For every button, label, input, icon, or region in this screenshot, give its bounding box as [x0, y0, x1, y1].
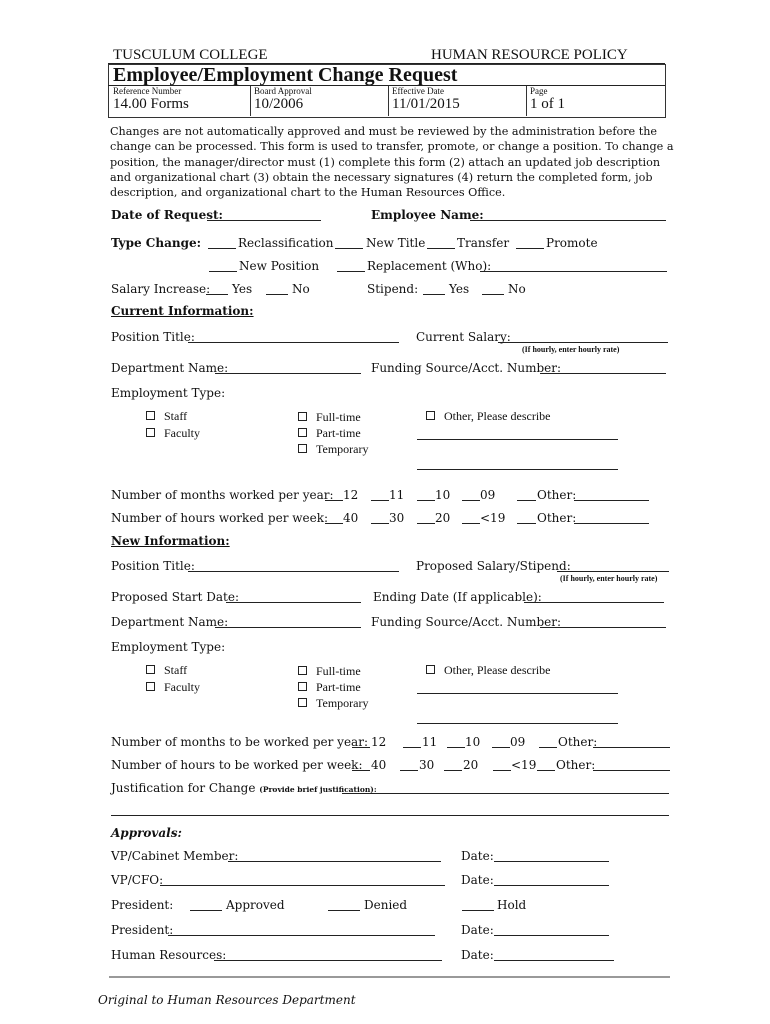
justification-note: (Provide brief justification):: [259, 785, 377, 794]
col-divider: [526, 86, 527, 116]
months-other-blank[interactable]: [517, 500, 536, 501]
salary-no-blank[interactable]: [266, 294, 288, 295]
board-label: Board Approval: [254, 86, 312, 96]
human-resources-date-field[interactable]: [494, 960, 614, 961]
hours-20-blank[interactable]: [417, 523, 435, 524]
months-other-field[interactable]: [574, 500, 649, 501]
effective-label: Effective Date: [392, 86, 445, 96]
denied-option: Denied: [364, 898, 408, 912]
justification-label: [111, 781, 377, 795]
checkbox-icon: [298, 698, 307, 707]
vp-cabinet-date-label: Date:: [461, 849, 494, 863]
vp-cfo-signature-field[interactable]: [160, 885, 445, 886]
current-other-describe-field-2[interactable]: [417, 469, 618, 470]
stipend-yes-option: Yes: [449, 282, 470, 296]
intro-line: change can be processed. This form is used to transfer, promote, or change a position. To change a: [110, 140, 674, 154]
salary-increase-label: Salary Increase:: [111, 282, 211, 296]
title-divider: [108, 85, 665, 86]
hours-19-blank[interactable]: [462, 523, 480, 524]
approvals-heading: Approvals:: [111, 826, 182, 840]
vp-cabinet-date-field[interactable]: [494, 861, 609, 862]
faculty-label: Faculty: [164, 680, 200, 694]
effective-value: 11/01/2015: [392, 96, 460, 112]
salary-no-option: No: [292, 282, 310, 296]
ref-value: 14.00 Forms: [113, 96, 189, 112]
full-time-label: Full-time: [316, 664, 361, 678]
current-department-field[interactable]: [215, 373, 361, 374]
faculty-label: Faculty: [164, 426, 200, 440]
reclassification-blank[interactable]: [208, 248, 236, 249]
hold-blank[interactable]: [462, 910, 494, 911]
new-position-blank[interactable]: [209, 271, 237, 272]
replacement-option: Replacement (Who):: [367, 259, 492, 273]
checkbox-icon: [298, 444, 307, 453]
salary-yes-blank[interactable]: [206, 294, 228, 295]
staff-label: Staff: [164, 409, 188, 423]
new-months-11-blank[interactable]: [403, 747, 421, 748]
current-department-label: Department Name:: [111, 361, 229, 375]
new-months-12: 12: [371, 735, 387, 749]
new-hours-20-blank[interactable]: [444, 770, 462, 771]
current-faculty-option[interactable]: [146, 426, 200, 441]
denied-blank[interactable]: [328, 910, 360, 911]
stipend-no-blank[interactable]: [482, 294, 504, 295]
current-part-time-option[interactable]: [298, 426, 361, 441]
new-funding-field[interactable]: [540, 627, 666, 628]
salary-yes-option: Yes: [232, 282, 253, 296]
hours-30-blank[interactable]: [371, 523, 389, 524]
col-divider: [388, 86, 389, 116]
footer-note: Original to Human Resources Department: [98, 993, 356, 1007]
new-hours-30-blank[interactable]: [400, 770, 418, 771]
new-hours-label: Number of hours to be worked per week:: [111, 758, 363, 772]
months-10: 10: [435, 488, 451, 502]
current-employment-type-label: Employment Type:: [111, 386, 226, 400]
col-divider: [250, 86, 251, 116]
new-position-option: New Position: [239, 259, 320, 273]
new-other-option[interactable]: [426, 663, 550, 678]
approved-blank[interactable]: [190, 910, 222, 911]
checkbox-icon: [146, 665, 155, 674]
board-value: 10/2006: [254, 96, 304, 112]
current-position-title-field[interactable]: [188, 342, 399, 343]
current-hourly-note: (If hourly, enter hourly rate): [522, 345, 620, 354]
other-describe-label: Other, Please describe: [444, 663, 551, 677]
new-hours-19-blank[interactable]: [493, 770, 511, 771]
replacement-who-field[interactable]: [480, 271, 667, 272]
current-salary-label: Current Salary:: [416, 330, 511, 344]
current-temporary-option[interactable]: [298, 442, 368, 457]
human-resources-date-label: Date:: [461, 948, 494, 962]
intro-line: description, and organizational chart to the Human Resources Office.: [110, 186, 506, 200]
months-09: 09: [480, 488, 496, 502]
proposed-start-date-label: Proposed Start Date:: [111, 590, 240, 604]
ending-date-label: Ending Date (If applicable):: [373, 590, 542, 604]
promote-option: Promote: [546, 236, 598, 250]
new-hours-other-label: Other:: [556, 758, 596, 772]
new-staff-option[interactable]: [146, 663, 187, 678]
human-resources-label: Human Resources:: [111, 948, 227, 962]
vp-cabinet-signature-field[interactable]: [228, 861, 441, 862]
footer-divider: [109, 976, 670, 978]
president-date-label: Date:: [461, 923, 494, 937]
new-hours-30: 30: [419, 758, 435, 772]
new-title-option: New Title: [366, 236, 426, 250]
page-value: 1 of 1: [530, 96, 565, 112]
vp-cabinet-label: VP/Cabinet Member:: [111, 849, 239, 863]
new-full-time-option[interactable]: [298, 664, 361, 679]
staff-label: Staff: [164, 663, 188, 677]
employee-name-label: Employee Name:: [371, 208, 484, 222]
new-months-11: 11: [422, 735, 438, 749]
transfer-blank[interactable]: [427, 248, 455, 249]
president-label: President:: [111, 923, 174, 937]
new-months-10-blank[interactable]: [447, 747, 465, 748]
justification-text: Justification for Change: [111, 781, 256, 795]
new-hours-40-blank[interactable]: [352, 770, 370, 771]
full-time-label: Full-time: [316, 410, 361, 424]
current-other-describe-field[interactable]: [417, 439, 618, 440]
hours-other-blank[interactable]: [517, 523, 536, 524]
reclassification-option: Reclassification: [238, 236, 334, 250]
human-resources-signature-field[interactable]: [214, 960, 442, 961]
new-funding-label: Funding Source/Acct. Number:: [371, 615, 562, 629]
stipend-label: Stipend:: [367, 282, 419, 296]
form-title: Employee/Employment Change Request: [113, 64, 458, 86]
new-title-blank[interactable]: [335, 248, 363, 249]
current-other-option[interactable]: [426, 409, 550, 424]
college-name: TUSCULUM COLLEGE: [113, 47, 268, 63]
months-other-label: Other:: [537, 488, 577, 502]
part-time-label: Part-time: [316, 680, 361, 694]
hours-40: 40: [343, 511, 359, 525]
new-position-title-label: Position Title:: [111, 559, 195, 573]
new-months-12-blank[interactable]: [352, 747, 370, 748]
new-other-describe-field[interactable]: [417, 693, 618, 694]
current-staff-option[interactable]: [146, 409, 187, 424]
new-hours-under-19: <19: [511, 758, 537, 772]
page-label: Page: [530, 86, 548, 96]
hours-other-label: Other:: [537, 511, 577, 525]
part-time-label: Part-time: [316, 426, 361, 440]
president-signature-field[interactable]: [168, 935, 435, 936]
months-09-blank[interactable]: [462, 500, 480, 501]
new-hours-other-field[interactable]: [593, 770, 670, 771]
type-change-label: Type Change:: [111, 236, 202, 250]
transfer-option: Transfer: [457, 236, 510, 250]
vp-cfo-label: VP/CFO:: [111, 873, 164, 887]
current-full-time-option[interactable]: [298, 410, 361, 425]
date-of-request-label: Date of Request:: [111, 208, 223, 222]
proposed-salary-field[interactable]: [557, 571, 669, 572]
current-salary-field[interactable]: [498, 342, 668, 343]
stipend-no-option: No: [508, 282, 526, 296]
proposed-salary-label: Proposed Salary/Stipend:: [416, 559, 571, 573]
president-date-field[interactable]: [494, 935, 609, 936]
justification-field-2[interactable]: [111, 815, 669, 816]
checkbox-icon: [146, 411, 155, 420]
new-months-other-blank[interactable]: [539, 747, 557, 748]
vp-cfo-date-field[interactable]: [494, 885, 609, 886]
justification-field[interactable]: [342, 793, 669, 794]
hours-20: 20: [435, 511, 451, 525]
checkbox-icon: [146, 682, 155, 691]
current-hours-label: Number of hours worked per week:: [111, 511, 329, 525]
checkbox-icon: [298, 412, 307, 421]
current-position-title-label: Position Title:: [111, 330, 195, 344]
months-11-blank[interactable]: [371, 500, 389, 501]
new-hours-40: 40: [371, 758, 387, 772]
new-hourly-note: (If hourly, enter hourly rate): [560, 574, 658, 583]
new-months-09: 09: [510, 735, 526, 749]
stipend-yes-blank[interactable]: [423, 294, 445, 295]
intro-line: position, the manager/director must (1) complete this form (2) attach an updated job description: [110, 155, 661, 169]
new-months-other-field[interactable]: [593, 747, 670, 748]
checkbox-icon: [146, 428, 155, 437]
months-10-blank[interactable]: [417, 500, 435, 501]
new-months-10: 10: [465, 735, 481, 749]
months-12: 12: [343, 488, 359, 502]
new-employment-type-label: Employment Type:: [111, 640, 226, 654]
ref-label: Reference Number: [113, 86, 182, 96]
new-info-heading: New Information:: [111, 534, 230, 548]
hours-other-field[interactable]: [574, 523, 649, 524]
new-department-label: Department Name:: [111, 615, 229, 629]
new-other-describe-field-2[interactable]: [417, 723, 618, 724]
promote-blank[interactable]: [516, 248, 544, 249]
months-12-blank[interactable]: [325, 500, 343, 501]
date-of-request-field[interactable]: [207, 220, 321, 221]
new-position-title-field[interactable]: [188, 571, 399, 572]
new-temporary-option[interactable]: [298, 696, 368, 711]
current-months-label: Number of months worked per year:: [111, 488, 334, 502]
new-department-field[interactable]: [215, 627, 361, 628]
months-11: 11: [389, 488, 405, 502]
checkbox-icon: [298, 428, 307, 437]
intro-paragraph: [110, 124, 674, 200]
approved-option: Approved: [226, 898, 285, 912]
replacement-blank[interactable]: [337, 271, 365, 272]
other-describe-label: Other, Please describe: [444, 409, 551, 423]
president-decision-label: President:: [111, 898, 174, 912]
hours-under-19: <19: [480, 511, 506, 525]
new-months-label: Number of months to be worked per year:: [111, 735, 368, 749]
hours-40-blank[interactable]: [325, 523, 343, 524]
checkbox-icon: [426, 665, 435, 674]
new-hours-other-blank[interactable]: [537, 770, 555, 771]
ending-date-field[interactable]: [524, 602, 664, 603]
intro-line: Changes are not automatically approved and must be reviewed by the administration before the: [110, 125, 658, 138]
checkbox-icon: [298, 666, 307, 675]
policy-type: HUMAN RESOURCE POLICY: [431, 47, 628, 63]
new-faculty-option[interactable]: [146, 680, 200, 695]
new-months-other-label: Other:: [558, 735, 598, 749]
checkbox-icon: [426, 411, 435, 420]
hours-30: 30: [389, 511, 405, 525]
checkbox-icon: [298, 682, 307, 691]
temporary-label: Temporary: [316, 696, 369, 710]
new-part-time-option[interactable]: [298, 680, 361, 695]
vp-cfo-date-label: Date:: [461, 873, 494, 887]
proposed-start-date-field[interactable]: [226, 602, 361, 603]
hold-option: Hold: [497, 898, 527, 912]
new-months-09-blank[interactable]: [492, 747, 510, 748]
current-info-heading: Current Information:: [111, 304, 254, 318]
current-funding-field[interactable]: [540, 373, 666, 374]
current-funding-label: Funding Source/Acct. Number:: [371, 361, 562, 375]
new-hours-20: 20: [463, 758, 479, 772]
temporary-label: Temporary: [316, 442, 369, 456]
employee-name-field[interactable]: [470, 220, 666, 221]
intro-line: and organizational chart (3) obtain the necessary signatures (4) return the completed form, job: [110, 170, 653, 184]
